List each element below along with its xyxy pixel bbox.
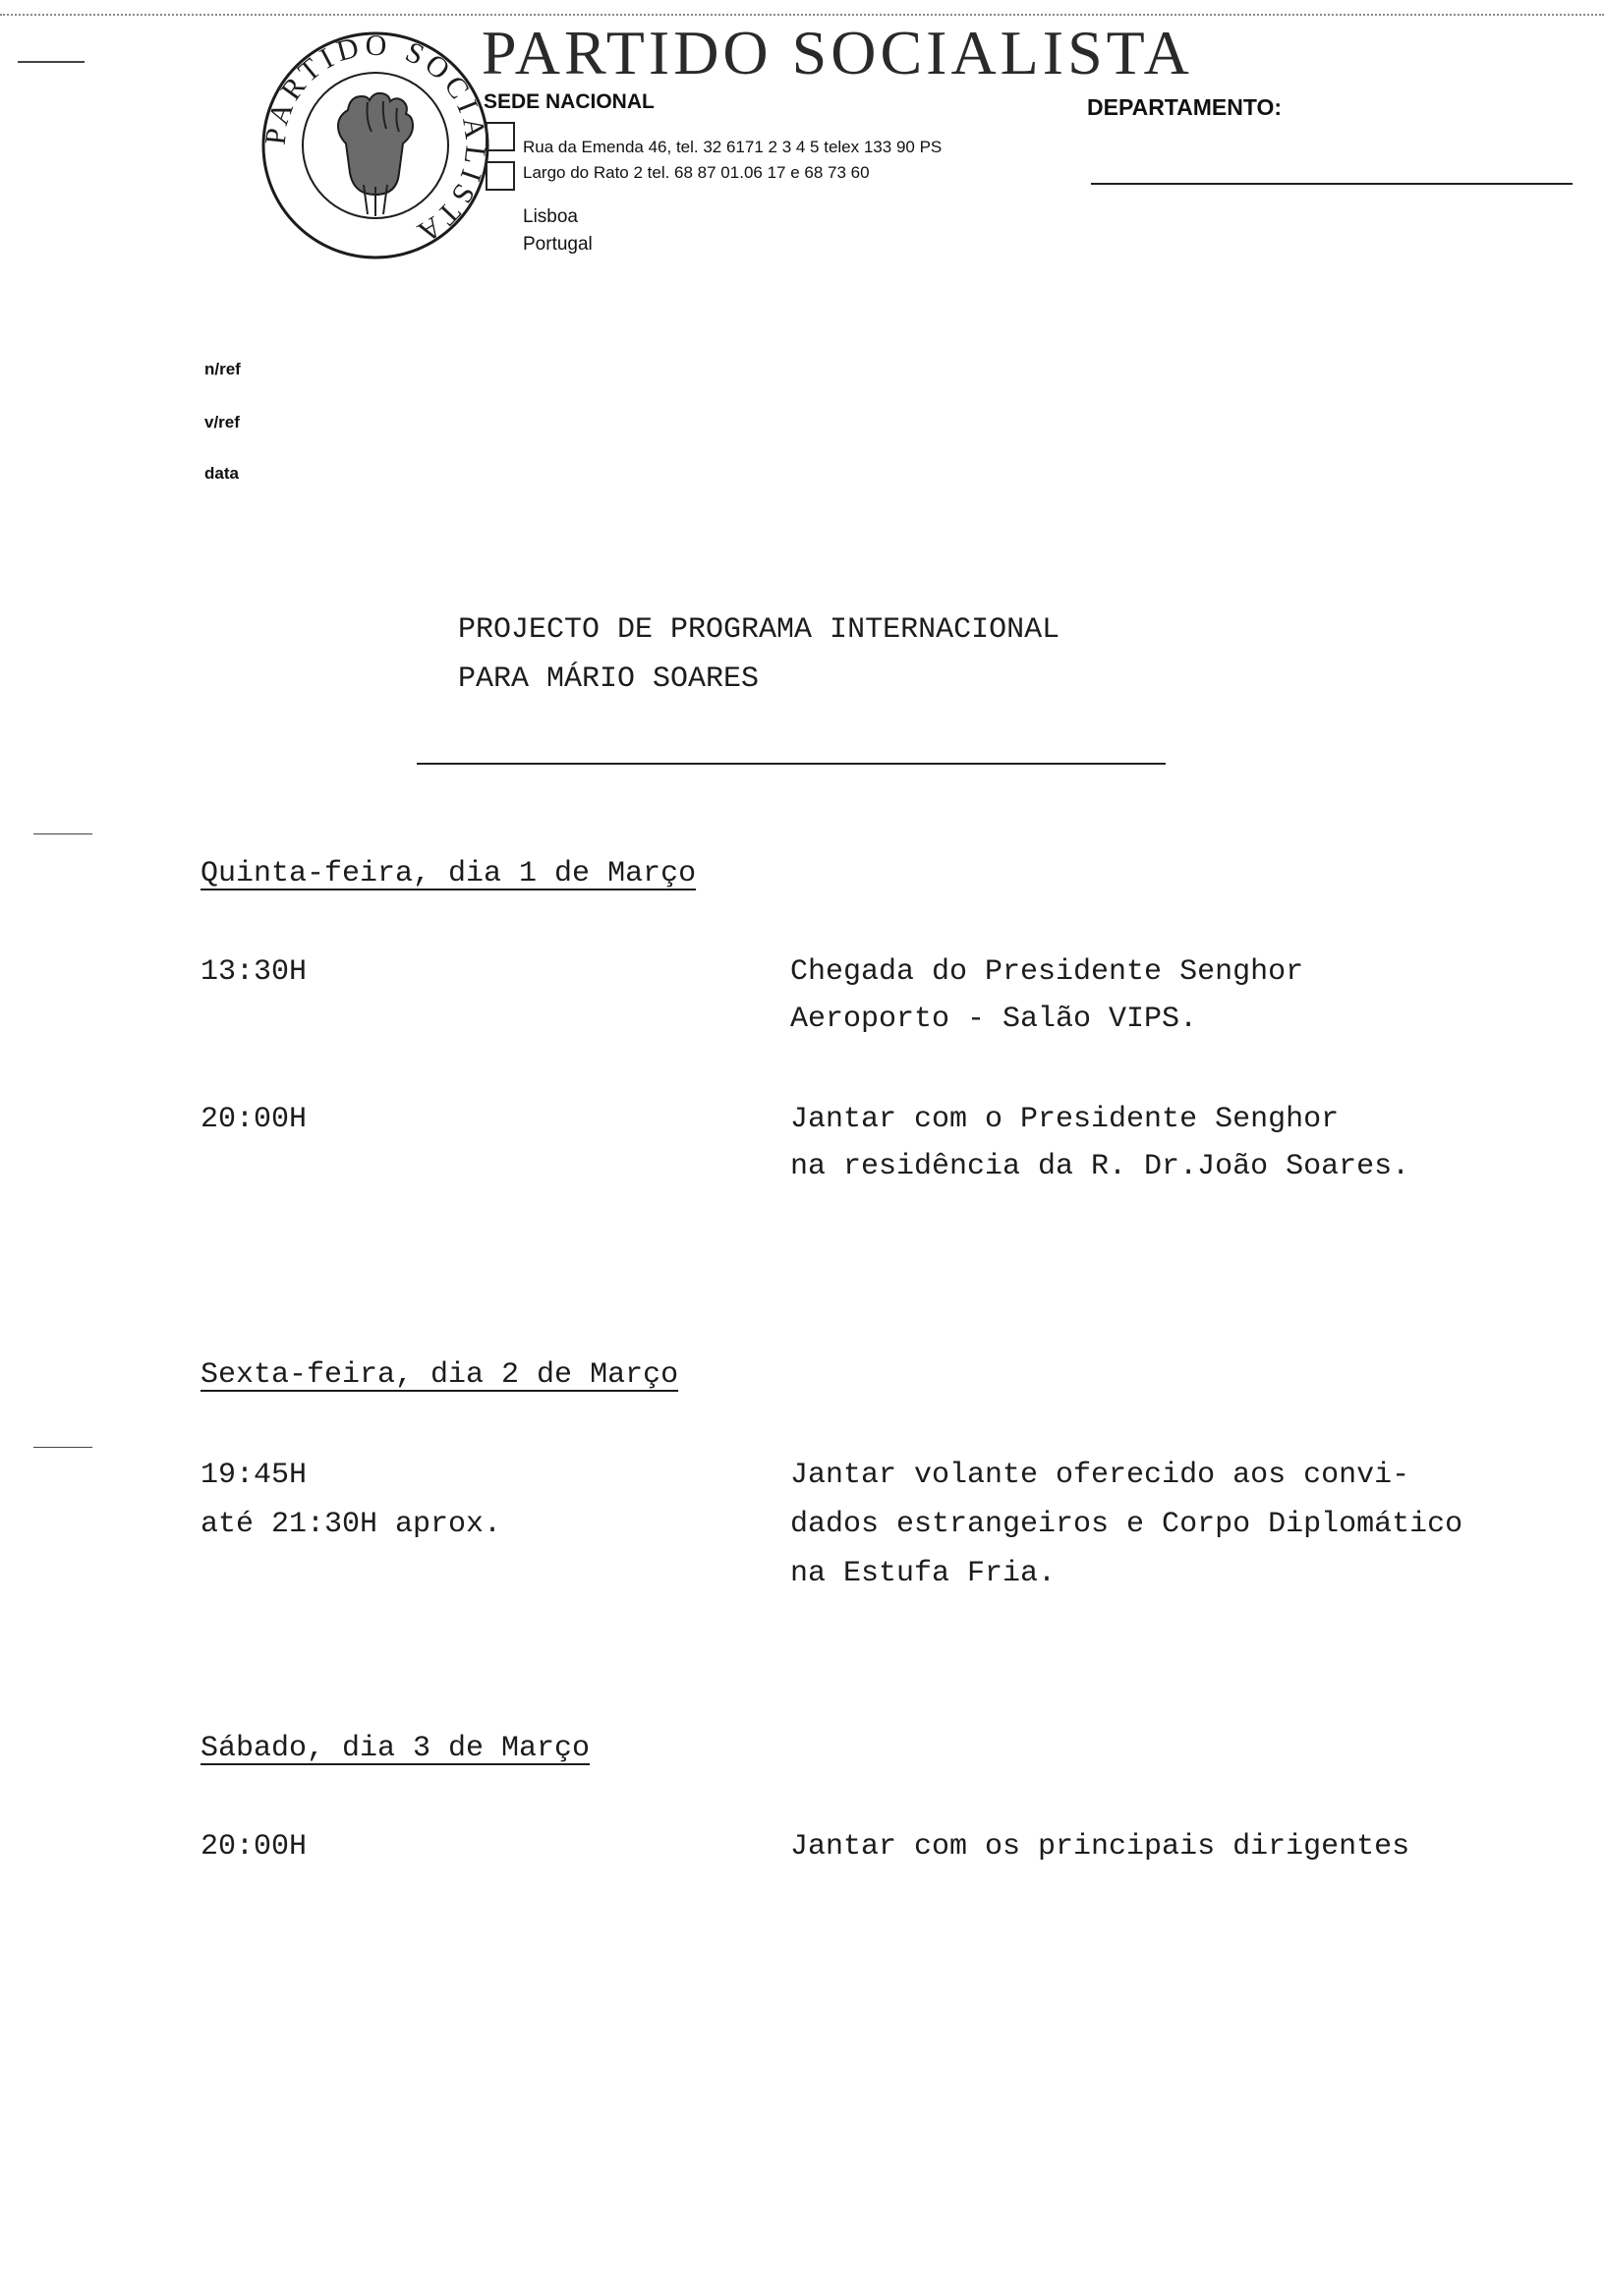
country: Portugal xyxy=(523,234,593,255)
event-description: na residência da R. Dr.João Soares. xyxy=(790,1150,1410,1183)
document-title-line-2: PARA MÁRIO SOARES xyxy=(458,662,760,696)
day-heading: Sexta-feira, dia 2 de Março xyxy=(200,1358,679,1392)
department-line xyxy=(1091,183,1573,185)
margin-mark xyxy=(33,1447,92,1448)
event-time: até 21:30H aprox. xyxy=(200,1508,502,1541)
our-ref-label: n/ref xyxy=(204,360,241,378)
margin-mark xyxy=(18,61,85,63)
event-description: Jantar com os principais dirigentes xyxy=(790,1830,1410,1864)
event-description: Chegada do Presidente Senghor xyxy=(790,955,1304,989)
sede-label: SEDE NACIONAL xyxy=(484,90,655,113)
top-edge-line xyxy=(0,14,1604,16)
city: Lisboa xyxy=(523,206,578,227)
event-time: 20:00H xyxy=(200,1830,308,1864)
event-description: na Estufa Fria. xyxy=(790,1557,1057,1590)
address-checkbox xyxy=(486,161,515,191)
event-time: 13:30H xyxy=(200,955,308,989)
event-description: Jantar com o Presidente Senghor xyxy=(790,1103,1340,1136)
address-checkbox xyxy=(486,122,515,151)
party-seal-logo xyxy=(258,28,493,263)
department-label: DEPARTAMENTO: xyxy=(1087,94,1283,120)
svg-text:PARTIDO SOCIALISTA: PARTIDO SOCIALISTA xyxy=(258,29,492,252)
margin-mark xyxy=(33,833,92,834)
title-underline xyxy=(417,763,1166,765)
day-heading: Quinta-feira, dia 1 de Março xyxy=(200,857,697,890)
event-time: 19:45H xyxy=(200,1459,308,1492)
party-name: PARTIDO SOCIALISTA xyxy=(482,18,1193,87)
event-description: Aeroporto - Salão VIPS. xyxy=(790,1003,1198,1036)
address-line-1: Rua da Emenda 46, tel. 32 6171 2 3 4 5 telex 133 90 PS xyxy=(523,138,943,156)
event-description: dados estrangeiros e Corpo Diplomático xyxy=(790,1508,1463,1541)
address-line-2: Largo do Rato 2 tel. 68 87 01.06 17 e 68 73 60 xyxy=(523,163,870,182)
your-ref-label: v/ref xyxy=(204,413,240,431)
event-time: 20:00H xyxy=(200,1103,308,1136)
date-label: data xyxy=(204,464,239,483)
day-heading: Sábado, dia 3 de Março xyxy=(200,1732,591,1765)
event-description: Jantar volante oferecido aos convi- xyxy=(790,1459,1410,1492)
fist-icon xyxy=(338,93,413,216)
document-title-line-1: PROJECTO DE PROGRAMA INTERNACIONAL xyxy=(458,613,1060,647)
